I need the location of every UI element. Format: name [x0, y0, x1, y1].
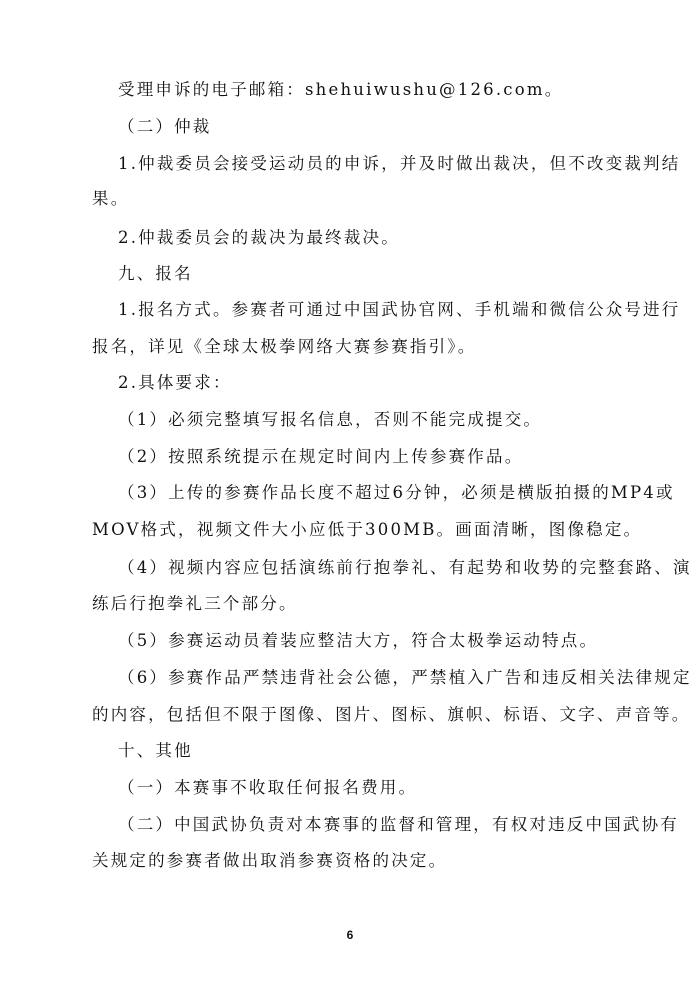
subheading-arbitration: （二）仲裁 — [118, 117, 212, 136]
list-item: （5）参赛运动员着装应整洁大方，符合太极拳运动特点。 — [118, 631, 599, 650]
list-item: （一）本赛事不收取任何报名费用。 — [118, 778, 418, 797]
paragraph-line: 1.报名方式。参赛者可通过中国武协官网、手机端和微信公众号进行 — [118, 300, 681, 319]
complaint-email-line: 受理申诉的电子邮箱：shehuiwushu@126.com。 — [118, 80, 564, 99]
list-item: （1）必须完整填写报名信息，否则不能完成提交。 — [118, 410, 543, 429]
list-item: （二）中国武协负责对本赛事的监督和管理，有权对违反中国武协有 — [118, 815, 679, 834]
list-item: （2）按照系统提示在规定时间内上传参赛作品。 — [118, 447, 524, 466]
page-number: 6 — [346, 928, 354, 942]
paragraph-line: 练后行抱拳礼三个部分。 — [92, 594, 298, 613]
paragraph-line: 关规定的参赛者做出取消参赛资格的决定。 — [92, 851, 448, 870]
paragraph-line: 2.仲裁委员会的裁决为最终裁决。 — [118, 228, 400, 247]
paragraph-line: 果。 — [92, 189, 130, 208]
list-item: （6）参赛作品严禁违背社会公德，严禁植入广告和违反相关法律规定 — [118, 668, 692, 687]
paragraph-line: 1.仲裁委员会接受运动员的申诉，并及时做出裁决，但不改变裁判结 — [118, 154, 681, 173]
section-heading-other: 十、其他 — [118, 741, 193, 760]
paragraph-line: 2.具体要求： — [118, 373, 232, 392]
list-item: （4）视频内容应包括演练前行抱拳礼、有起势和收势的完整套路、演 — [118, 558, 692, 577]
paragraph-line: 报名，详见《全球太极拳网络大赛参赛指引》。 — [92, 337, 477, 356]
list-item: （3）上传的参赛作品长度不超过6分钟，必须是横版拍摄的MP4或 — [118, 483, 675, 502]
paragraph-line: MOV格式，视频文件大小应低于300MB。画面清晰，图像稳定。 — [92, 520, 643, 539]
paragraph-line: 的内容，包括但不限于图像、图片、图标、旗帜、标语、文字、声音等。 — [92, 705, 691, 724]
section-heading-registration: 九、报名 — [118, 264, 193, 283]
